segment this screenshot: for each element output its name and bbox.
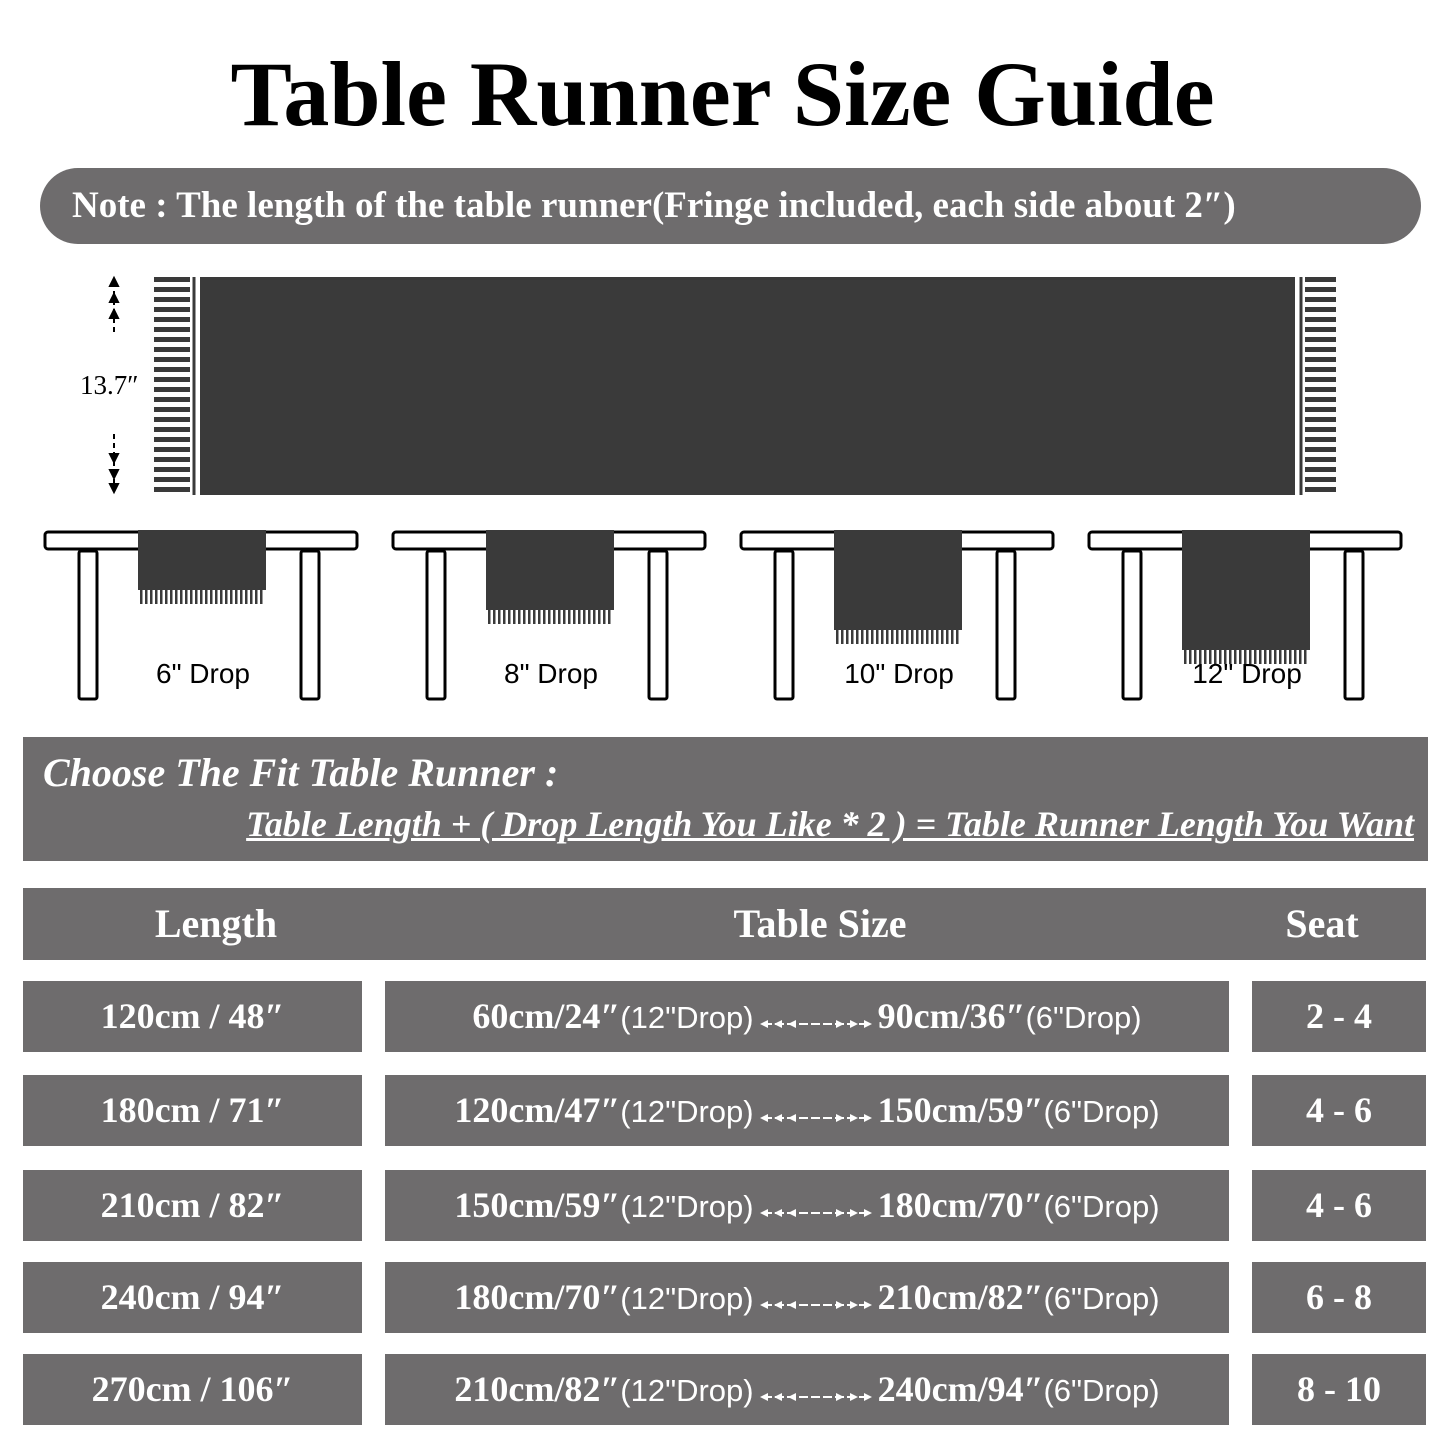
choose-formula: Table Length + ( Drop Length You Like * 2 ) = Table Runner Length You Want xyxy=(246,804,1414,844)
from-size: 120cm/47″ xyxy=(454,1090,621,1130)
row-table-size xyxy=(385,1354,1229,1425)
row-length: 270cm / 106″ xyxy=(23,1354,362,1425)
from-drop: (12"Drop) xyxy=(620,1000,754,1035)
drop-label: 10" Drop xyxy=(844,658,954,689)
double-arrow-icon xyxy=(760,1173,872,1244)
to-drop: (6"Drop) xyxy=(1043,1281,1160,1316)
drop-label: 8" Drop xyxy=(504,658,598,689)
from-drop: (12"Drop) xyxy=(620,1094,754,1129)
to-size: 180cm/70″ xyxy=(877,1185,1044,1225)
to-size: 240cm/94″ xyxy=(877,1369,1044,1409)
to-size: 90cm/36″ xyxy=(877,996,1026,1036)
row-length: 120cm / 48″ xyxy=(23,981,362,1052)
row-seat: 8 - 10 xyxy=(1252,1354,1426,1425)
from-size: 60cm/24″ xyxy=(472,996,621,1036)
choose-title: Choose The Fit Table Runner : xyxy=(43,750,559,795)
row-seat: 6 - 8 xyxy=(1252,1262,1426,1333)
row-table-size xyxy=(385,981,1229,1052)
drop-label: 12" Drop xyxy=(1192,658,1302,689)
runner-width-label: 13.7″ xyxy=(80,370,139,400)
to-drop: (6"Drop) xyxy=(1043,1094,1160,1129)
double-arrow-icon xyxy=(760,1265,872,1336)
to-drop: (6"Drop) xyxy=(1043,1189,1160,1224)
drop-6-illustration xyxy=(43,520,363,710)
to-size: 210cm/82″ xyxy=(877,1277,1044,1317)
row-table-size xyxy=(385,1262,1229,1333)
from-size: 210cm/82″ xyxy=(454,1369,621,1409)
from-drop: (12"Drop) xyxy=(620,1189,754,1224)
header-seat: Seat xyxy=(1285,901,1359,946)
row-seat: 4 - 6 xyxy=(1252,1170,1426,1241)
from-size: 150cm/59″ xyxy=(454,1185,621,1225)
from-drop: (12"Drop) xyxy=(620,1373,754,1408)
double-arrow-icon xyxy=(760,984,872,1055)
row-seat: 2 - 4 xyxy=(1252,981,1426,1052)
to-drop: (6"Drop) xyxy=(1025,1000,1142,1035)
right-fringe xyxy=(1305,277,1336,492)
row-length: 210cm / 82″ xyxy=(23,1170,362,1241)
drop-8-illustration xyxy=(391,520,711,710)
from-size: 180cm/70″ xyxy=(454,1277,621,1317)
row-length: 180cm / 71″ xyxy=(23,1075,362,1146)
header-table-size: Table Size xyxy=(733,901,907,946)
from-drop: (12"Drop) xyxy=(620,1281,754,1316)
choose-banner xyxy=(23,737,1428,861)
row-table-size xyxy=(385,1170,1229,1241)
drop-10-illustration xyxy=(739,520,1059,710)
to-drop: (6"Drop) xyxy=(1043,1373,1160,1408)
runner-body xyxy=(200,277,1295,495)
double-arrow-icon xyxy=(760,1357,872,1428)
drop-12-illustration xyxy=(1087,520,1407,710)
header-length: Length xyxy=(154,901,278,946)
row-seat: 4 - 6 xyxy=(1252,1075,1426,1146)
runner-illustration xyxy=(70,270,1360,500)
note-banner: Note : The length of the table runner(Fringe included, each side about 2″) xyxy=(40,168,1421,244)
row-table-size xyxy=(385,1075,1229,1146)
drop-label: 6" Drop xyxy=(156,658,250,689)
row-length: 240cm / 94″ xyxy=(23,1262,362,1333)
drop-illustrations xyxy=(0,520,1445,720)
page-title: Table Runner Size Guide xyxy=(230,43,1215,145)
double-arrow-icon xyxy=(760,1078,872,1149)
table-runner-graphic xyxy=(70,270,1360,500)
to-size: 150cm/59″ xyxy=(877,1090,1044,1130)
left-fringe xyxy=(154,277,190,492)
